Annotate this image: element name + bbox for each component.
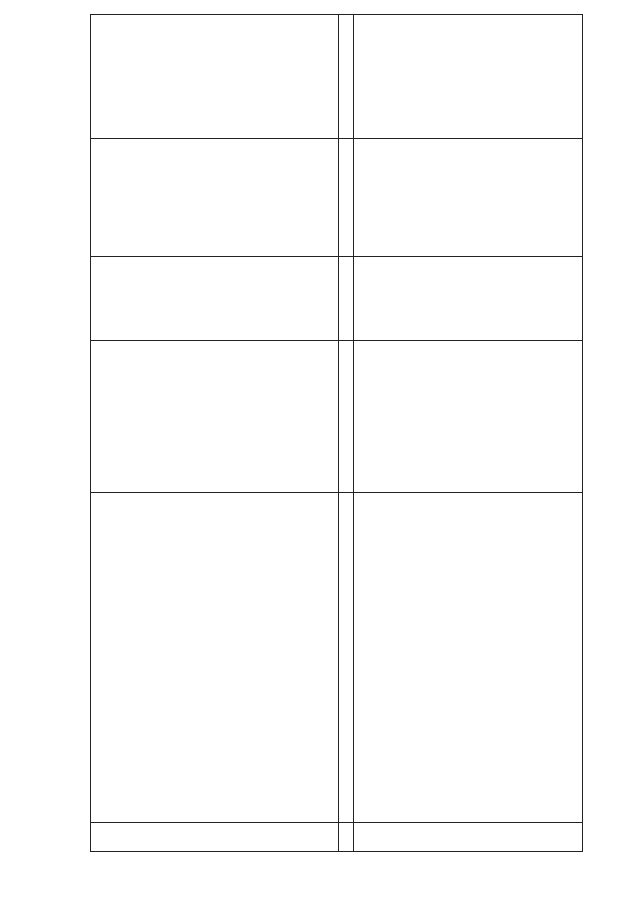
cell-pm01-code (354, 823, 583, 852)
cell-safety-description (91, 493, 339, 823)
cell-code-empty (91, 823, 339, 852)
cell-pm00-mandatory-hours (339, 257, 354, 341)
cell-empty (339, 15, 354, 139)
cell-pm00-code (339, 823, 354, 852)
cell-empty (91, 257, 339, 341)
cell-pm01-description (354, 493, 583, 823)
cell-empty (339, 139, 354, 257)
cell-pm01-mdk (354, 139, 583, 257)
cell-empty (354, 341, 583, 493)
curriculum-table (90, 14, 583, 852)
table-row-safety (91, 15, 339, 852)
table-row-pm01 (354, 15, 583, 852)
cell-empty (91, 341, 339, 493)
cell-empty (91, 15, 339, 139)
cell-pm00-title (339, 493, 354, 823)
cell-pm01-competencies (354, 15, 583, 139)
cell-pm00-max-hours (339, 341, 354, 493)
cell-empty (91, 139, 339, 257)
table-row-pm00 (339, 15, 354, 852)
cell-empty (354, 257, 583, 341)
curriculum-table-container (90, 15, 580, 852)
